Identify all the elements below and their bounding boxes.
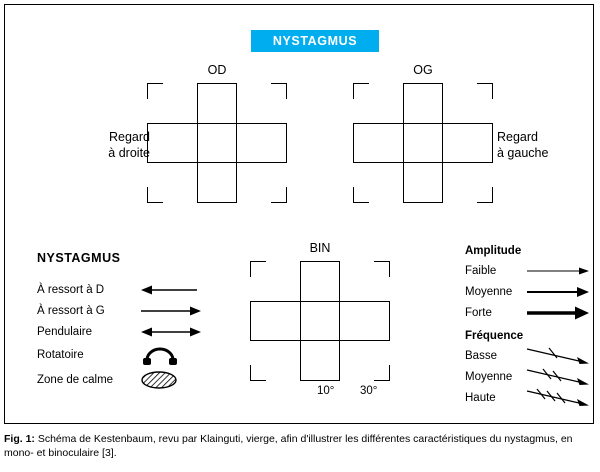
bracket-top-left: [147, 83, 163, 99]
arrow-double-icon: [141, 322, 201, 342]
hatched-ellipse-icon: [141, 368, 201, 392]
gaze-right-line1: Regard: [109, 130, 150, 144]
legend-item: [37, 321, 222, 342]
gaze-left-line2: à gauche: [497, 146, 549, 160]
kestenbaum-cross-od: [147, 63, 287, 203]
legend-item-label: Pendulaire: [37, 325, 92, 338]
thick-arrow-icon: [527, 303, 589, 323]
legend-item: [465, 387, 595, 408]
legend-nystagmus: [37, 251, 222, 392]
legend-item-label: Zone de calme: [37, 374, 114, 386]
gaze-left-line1: Regard: [497, 130, 538, 144]
arrow-left-icon: [141, 280, 201, 300]
arrow-two-ticks-icon: [527, 367, 589, 387]
bracket-bottom-left: [147, 187, 163, 203]
cross-label-og: OG: [413, 63, 433, 77]
legend-item-label: Rotatoire: [37, 349, 84, 361]
figure-caption: [4, 432, 596, 460]
bracket-bottom-right: [374, 365, 390, 381]
bracket-top-right: [374, 261, 390, 277]
cross-label-od: OD: [207, 63, 227, 77]
legend-item-label: Basse: [465, 349, 497, 362]
legend-item: [465, 345, 595, 366]
legend-item: [37, 279, 222, 300]
legend-item: [37, 300, 222, 321]
bracket-top-right: [271, 83, 287, 99]
legend-item-label: Moyenne: [465, 285, 513, 298]
legend-item: [465, 302, 595, 323]
title-badge: [251, 30, 379, 52]
bracket-top-right: [477, 83, 493, 99]
legend-item: [465, 366, 595, 387]
bracket-top-left: [250, 261, 266, 277]
title-badge-label: NYSTAGMUS: [272, 34, 358, 48]
legend-frequence-title: Fréquence: [465, 330, 524, 342]
gaze-right-line2: à droite: [108, 146, 150, 160]
legend-amplitude-title: Amplitude: [465, 245, 522, 257]
cross-vertical-bar: [197, 83, 237, 203]
thin-arrow-icon: [527, 261, 589, 281]
legend-item: [465, 281, 595, 302]
arrow-one-tick-icon: [527, 346, 589, 366]
degree-label-inner: 10°: [317, 385, 335, 397]
cross-label-bin: BIN: [309, 241, 331, 255]
bracket-bottom-left: [353, 187, 369, 203]
legend-nystagmus-title: NYSTAGMUS: [37, 251, 121, 265]
legend-amplitude-frequence: [465, 245, 595, 408]
legend-item: [37, 368, 222, 392]
figure-number: Fig. 1:: [4, 433, 35, 445]
legend-item-label: Haute: [465, 391, 496, 404]
medium-arrow-icon: [527, 282, 589, 302]
degree-label-outer: 30°: [360, 385, 378, 397]
cross-vertical-bar: [300, 261, 340, 381]
bracket-bottom-left: [250, 365, 266, 381]
legend-item-label: Moyenne: [465, 370, 513, 383]
gaze-left-label: [497, 129, 567, 161]
legend-item-label: Forte: [465, 306, 492, 319]
kestenbaum-cross-og: [353, 63, 493, 203]
gaze-right-label: [90, 129, 150, 161]
bracket-bottom-right: [271, 187, 287, 203]
arrow-right-icon: [141, 301, 201, 321]
bracket-bottom-right: [477, 187, 493, 203]
figure-caption-text: Schéma de Kestenbaum, revu par Klainguti, vierge, afin d'illustrer les différentes caractéristiques du nystagmus, en mono- et binoculaire [3].: [4, 433, 573, 459]
legend-item: [465, 260, 595, 281]
rotatory-loop-icon: [141, 342, 201, 368]
legend-item-label: Faible: [465, 264, 497, 277]
figure-frame: [4, 4, 594, 424]
arrow-three-ticks-icon: [527, 388, 589, 408]
bracket-top-left: [353, 83, 369, 99]
legend-item-label: À ressort à D: [37, 283, 105, 296]
legend-item: [37, 342, 222, 368]
kestenbaum-cross-bin: [250, 241, 390, 381]
cross-vertical-bar: [403, 83, 443, 203]
legend-item-label: À ressort à G: [37, 304, 105, 317]
